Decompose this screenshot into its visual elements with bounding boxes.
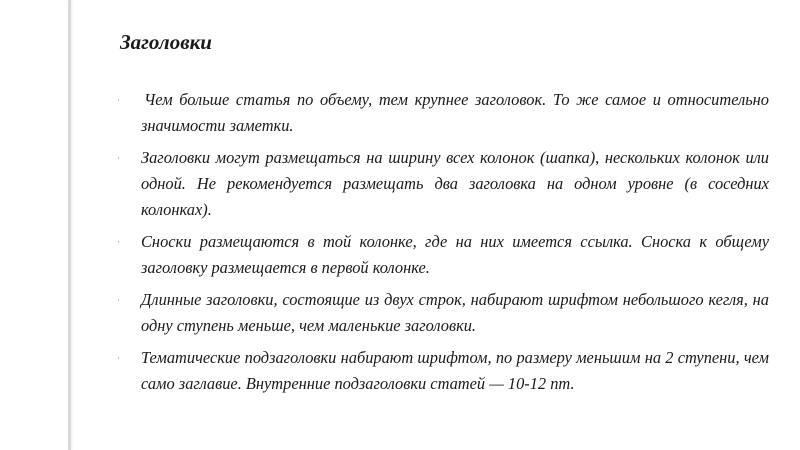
list-item bbox=[117, 145, 769, 223]
list-item-text: Сноски размещаются в той колонке, где на них имеется ссылка. Сноска к общему заголовку размещается в первой колонке. bbox=[141, 232, 769, 277]
list-item-text: Чем больше статья по объему, тем крупнее заголовок. То же самое и относительно значимости заметки. bbox=[141, 90, 769, 135]
list-item bbox=[117, 345, 769, 397]
list-item bbox=[117, 229, 769, 281]
list-item-text: Длинные заголовки, состоящие из двух строк, набирают шрифтом небольшого кегля, на одну ступень меньше, чем маленькие заголовки. bbox=[141, 290, 769, 335]
list-item bbox=[117, 287, 769, 339]
bullet-icon: · bbox=[117, 353, 120, 363]
list-item-text: Тематические подзаголовки набирают шрифтом, по размеру меньшим на 2 ступени, чем само заглавие. Внутренние подзаголовки статей — 10-12 пт. bbox=[141, 348, 769, 393]
bullet-icon: · bbox=[117, 95, 120, 105]
bullet-icon: · bbox=[117, 237, 120, 247]
slide-title: Заголовки bbox=[120, 30, 212, 54]
bullet-list bbox=[117, 87, 769, 403]
bullet-icon: · bbox=[117, 295, 120, 305]
list-item bbox=[117, 87, 769, 139]
left-divider bbox=[68, 0, 71, 450]
list-item-text: Заголовки могут размещаться на ширину всех колонок (шапка), нескольких колонок или одной. Не рекомендуется размещать два заголовка на одном уровне (в соседних колонках). bbox=[141, 148, 769, 219]
bullet-icon: · bbox=[117, 153, 120, 163]
